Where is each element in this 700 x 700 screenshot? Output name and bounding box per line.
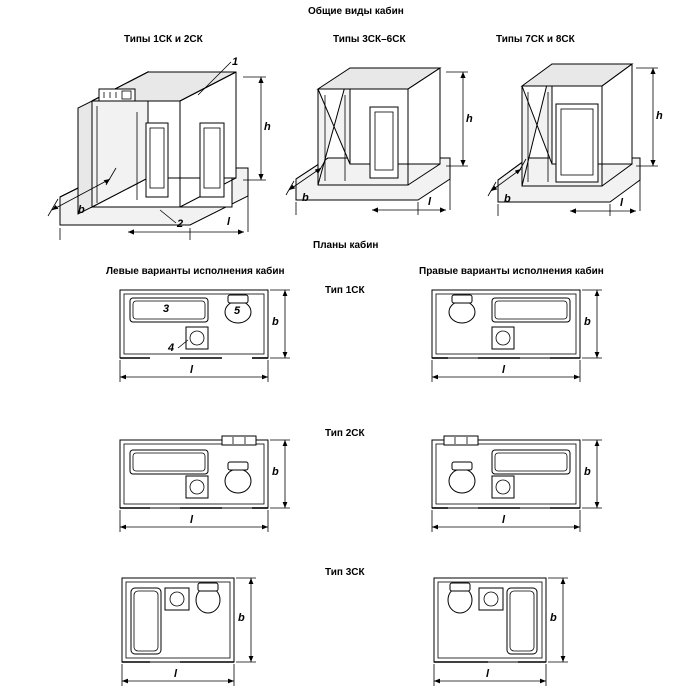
dim-h-view-3: h [656,110,663,122]
callout-1: 1 [232,56,239,68]
dim-l-view-2: l [428,196,432,208]
dim-l-plan-2sk-left: l [190,514,194,526]
dim-l-plan-1sk-left: l [190,364,194,376]
dim-b-plan-1sk-right: b [584,316,591,328]
plan-2sk-left [120,436,290,532]
dim-b-view-2: b [302,192,309,204]
plan-1sk-left [120,290,290,382]
plan-2sk-right [432,436,602,532]
dim-h-view-2: h [466,113,473,125]
dim-b-plan-1sk-left: b [272,316,279,328]
dim-l-plan-1sk-right: l [502,364,506,376]
view-caption-1: Типы 3СК–6СК [333,34,406,45]
iso-view-2 [286,68,468,215]
dim-l-plan-3sk-left: l [174,668,178,680]
dim-l-view-1: l [227,216,231,228]
view-caption-0: Типы 1СК и 2СК [124,34,203,45]
plan-row-label-0: Тип 1СК [325,285,365,296]
plan-3sk-left [122,578,256,686]
dim-h-view-1: h [264,121,271,133]
dim-b-view-3: b [504,193,511,205]
dim-b-plan-2sk-right: b [584,466,591,478]
dim-b-plan-3sk-left: b [238,612,245,624]
plan-row-label-2: Тип 3СК [325,567,365,578]
plan-3sk-right [434,578,568,686]
title-plans: Планы кабин [313,240,379,251]
dim-b-plan-3sk-right: b [550,612,557,624]
dim-l-view-3: l [620,197,624,209]
plan-header-right: Правые варианты исполнения кабин [419,266,604,277]
plan-header-left: Левые варианты исполнения кабин [106,266,285,277]
callout-4: 4 [168,342,175,354]
plan-1sk-right [432,290,602,382]
title-general-views: Общие виды кабин [308,6,404,17]
dim-l-plan-3sk-right: l [486,668,490,680]
dim-b-plan-2sk-left: b [272,466,279,478]
callout-2: 2 [177,218,184,230]
dim-b-view-1: b [78,204,85,216]
view-caption-2: Типы 7СК и 8СК [496,34,575,45]
iso-view-3 [488,64,658,216]
callout-5: 5 [234,305,241,317]
plan-row-label-1: Тип 2СК [325,428,365,439]
dim-l-plan-2sk-right: l [502,514,506,526]
callout-3: 3 [163,303,170,315]
